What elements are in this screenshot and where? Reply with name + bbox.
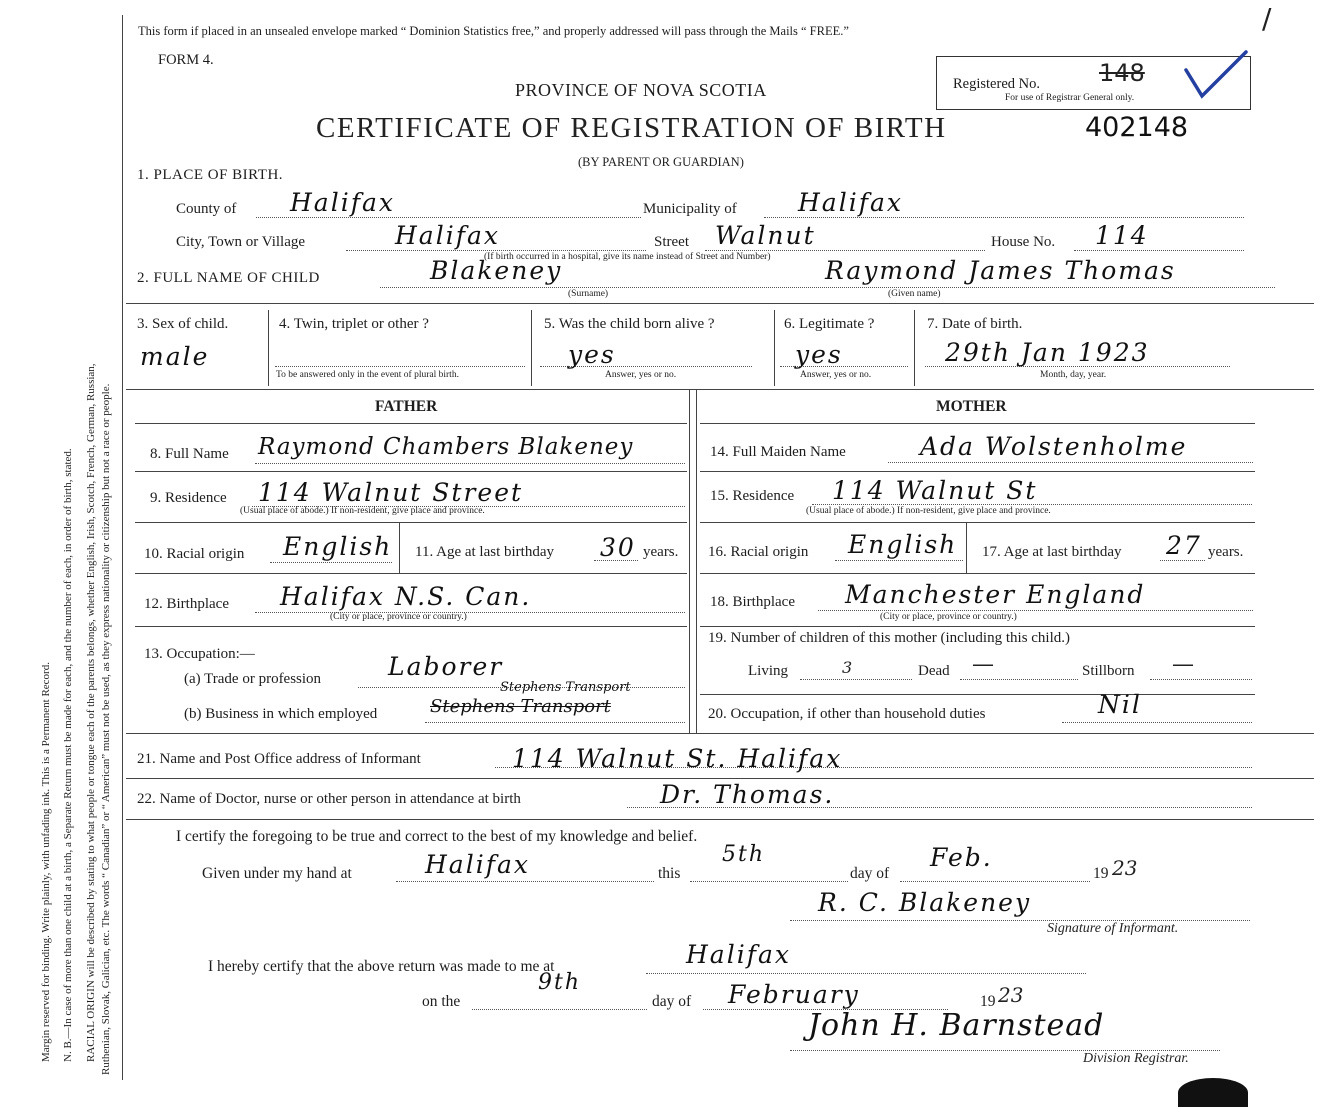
- legitimate-note: Answer, yes or no.: [800, 370, 872, 380]
- twin-note: To be answered only in the event of plural birth.: [276, 370, 459, 380]
- return-day-of-label: day of: [652, 993, 692, 1010]
- registered-number: 148: [1099, 59, 1145, 87]
- registrar-use-note: For use of Registrar General only.: [1005, 93, 1135, 103]
- ink-blot: [1178, 1078, 1248, 1107]
- registrar-signature: John H. Barnstead: [808, 1008, 1105, 1043]
- doctor-label: 22. Name of Doctor, nurse or other person in attendance at birth: [137, 791, 521, 807]
- father-birthplace-label: 12. Birthplace: [144, 596, 229, 612]
- mother-residence-note: (Usual place of abode.) If non-resident, give place and province.: [806, 506, 1051, 516]
- father-residence-value: 114 Walnut Street: [258, 478, 524, 507]
- mother-racial-label: 16. Racial origin: [708, 544, 809, 560]
- house-label: House No.: [991, 234, 1056, 250]
- surname-caption: (Surname): [568, 289, 609, 299]
- mother-heading: MOTHER: [936, 398, 1007, 415]
- province-heading: PROVINCE OF NOVA SCOTIA: [515, 80, 767, 100]
- children-label: 19. Number of children of this mother (including this child.): [708, 630, 1071, 646]
- father-age-label: 11. Age at last birthday: [415, 544, 554, 560]
- mother-occupation-value: Nil: [1098, 690, 1142, 719]
- father-name-label: 8. Full Name: [150, 446, 229, 462]
- alive-value: yes: [568, 340, 616, 369]
- street-label: Street: [654, 234, 689, 250]
- living-value: 3: [842, 658, 853, 677]
- father-years-label: years.: [643, 544, 679, 560]
- stillborn-label: Stillborn: [1082, 663, 1135, 679]
- mother-age-value: 27: [1166, 531, 1202, 560]
- mother-name-label: 14. Full Maiden Name: [710, 444, 846, 460]
- mother-birthplace-label: 18. Birthplace: [710, 594, 795, 610]
- this-label: this: [658, 865, 681, 882]
- divider: [126, 819, 1314, 820]
- city-label: City, Town or Village: [176, 234, 306, 250]
- return-day: 9th: [538, 970, 582, 995]
- informant-label: 21. Name and Post Office address of Informant: [137, 751, 421, 767]
- father-birthplace-value: Halifax N.S. Can.: [280, 582, 532, 611]
- father-birthplace-note: (City or place, province or country.): [330, 612, 467, 622]
- column-divider: [689, 389, 690, 733]
- father-residence-label: 9. Residence: [150, 490, 227, 506]
- side-note-1: Margin reserved for binding. Write plainly, with unfading ink. This is a Permanent Record.: [40, 662, 52, 1062]
- mother-name-value: Ada Wolstenholme: [920, 432, 1188, 461]
- twin-label: 4. Twin, triplet or other ?: [279, 316, 429, 332]
- margin-rule: [122, 15, 123, 1080]
- child-surname: Blakeney: [430, 256, 563, 285]
- page-title: CERTIFICATE OF REGISTRATION OF BIRTH: [316, 112, 947, 144]
- father-heading: FATHER: [375, 398, 438, 415]
- alive-note: Answer, yes or no.: [605, 370, 677, 380]
- child-name-label: 2. FULL NAME OF CHILD: [137, 270, 320, 286]
- mail-notice: This form if placed in an unsealed envelope marked “ Dominion Statistics free,” and properly addressed will pass through the Mails “ FREE.”: [138, 24, 849, 38]
- return-year-prefix: 19: [980, 993, 996, 1010]
- business-value: Stephens Transport: [500, 680, 631, 695]
- check-mark-icon: [1180, 44, 1260, 114]
- father-age-value: 30: [600, 533, 636, 562]
- corner-mark: /: [1262, 2, 1272, 35]
- informant-signature-caption: Signature of Informant.: [1047, 921, 1179, 936]
- stillborn-value: —: [1172, 652, 1194, 677]
- sex-value: male: [140, 342, 210, 371]
- doctor-name: Dr. Thomas.: [660, 780, 835, 809]
- place-of-birth-heading: 1. PLACE OF BIRTH.: [137, 167, 284, 183]
- return-year-suffix: 23: [998, 983, 1024, 1007]
- divider: [126, 303, 1314, 304]
- year-prefix: 19: [1093, 865, 1109, 882]
- house-value: 114: [1095, 221, 1149, 250]
- mother-occupation-label: 20. Occupation, if other than household duties: [708, 706, 986, 722]
- city-value: Halifax: [395, 221, 500, 250]
- given-day: 5th: [722, 842, 766, 867]
- business-label: (b) Business in which employed: [184, 706, 378, 722]
- informant-signature: R. C. Blakeney: [818, 888, 1032, 917]
- divider: [126, 389, 1314, 390]
- mother-age-label: 17. Age at last birthday: [982, 544, 1122, 560]
- certificate-number: 402148: [1085, 112, 1189, 143]
- given-place: Halifax: [425, 850, 530, 879]
- return-place: Halifax: [686, 940, 791, 969]
- street-value: Walnut: [715, 221, 816, 250]
- mother-racial-value: English: [848, 530, 958, 559]
- return-label: I hereby certify that the above return was made to me at: [208, 958, 555, 975]
- day-of-label: day of: [850, 865, 890, 882]
- divider: [126, 778, 1314, 779]
- dead-label: Dead: [918, 663, 950, 679]
- sex-label: 3. Sex of child.: [137, 316, 229, 332]
- registered-label: Registered No.: [953, 76, 1040, 92]
- dob-label: 7. Date of birth.: [927, 316, 1023, 332]
- side-note-3: RACIAL ORIGIN will be described by stating to what people or tongue each of the parents belongs, whether English, Irish, Scotch, French, German, Russian,: [85, 363, 97, 1062]
- father-racial-label: 10. Racial origin: [144, 546, 245, 562]
- mother-residence-label: 15. Residence: [710, 488, 795, 504]
- registrar-caption: Division Registrar.: [1083, 1051, 1189, 1066]
- child-given-name: Raymond James Thomas: [825, 256, 1176, 285]
- trade-value: Laborer: [388, 652, 504, 681]
- legitimate-value: yes: [795, 340, 843, 369]
- father-racial-value: English: [283, 532, 393, 561]
- subtitle: (BY PARENT OR GUARDIAN): [578, 155, 744, 169]
- living-label: Living: [748, 663, 788, 679]
- county-value: Halifax: [290, 188, 395, 217]
- year-suffix: 23: [1112, 856, 1138, 880]
- certification-statement: I certify the foregoing to be true and correct to the best of my knowledge and belief.: [176, 828, 698, 845]
- hospital-note: (If birth occurred in a hospital, give its name instead of Street and Number): [484, 252, 771, 262]
- side-note-2: N. B.—In case of more than one child at a birth, a Separate Return must be made for each, and the number of each, in order of birth, stated.: [62, 448, 74, 1062]
- dead-value: —: [972, 652, 994, 677]
- return-month: February: [728, 980, 860, 1009]
- father-residence-note: (Usual place of abode.) If non-resident, give place and province.: [240, 506, 485, 516]
- dob-value: 29th Jan 1923: [945, 338, 1150, 367]
- form-number: FORM 4.: [158, 52, 214, 68]
- dob-note: Month, day, year.: [1040, 370, 1107, 380]
- father-name-value: Raymond Chambers Blakeney: [258, 434, 634, 460]
- given-name-caption: (Given name): [888, 289, 941, 299]
- mother-birthplace-value: Manchester England: [845, 580, 1146, 609]
- informant-address: 114 Walnut St. Halifax: [512, 744, 843, 773]
- side-note-4: Ruthenian, Slovak, Galician, etc. The words “ Canadian” or “ American” must not be used, as they express nationality or citizenship but not a race or people.: [100, 383, 112, 1075]
- alive-label: 5. Was the child born alive ?: [544, 316, 715, 332]
- trade-label: (a) Trade or profession: [184, 671, 322, 687]
- mother-birthplace-note: (City or place, province or country.): [880, 612, 1017, 622]
- county-label: County of: [176, 201, 237, 217]
- father-occupation-label: 13. Occupation:—: [144, 646, 255, 662]
- mother-years-label: years.: [1208, 544, 1244, 560]
- on-the-label: on the: [422, 993, 461, 1010]
- mother-residence-value: 114 Walnut St: [832, 476, 1038, 505]
- legitimate-label: 6. Legitimate ?: [784, 316, 875, 332]
- municipality-label: Municipality of: [643, 201, 737, 217]
- business-struck-value: Stephens Transport: [430, 696, 611, 717]
- municipality-value: Halifax: [798, 188, 903, 217]
- given-month: Feb.: [930, 843, 993, 872]
- divider: [126, 733, 1314, 734]
- given-label: Given under my hand at: [202, 865, 352, 882]
